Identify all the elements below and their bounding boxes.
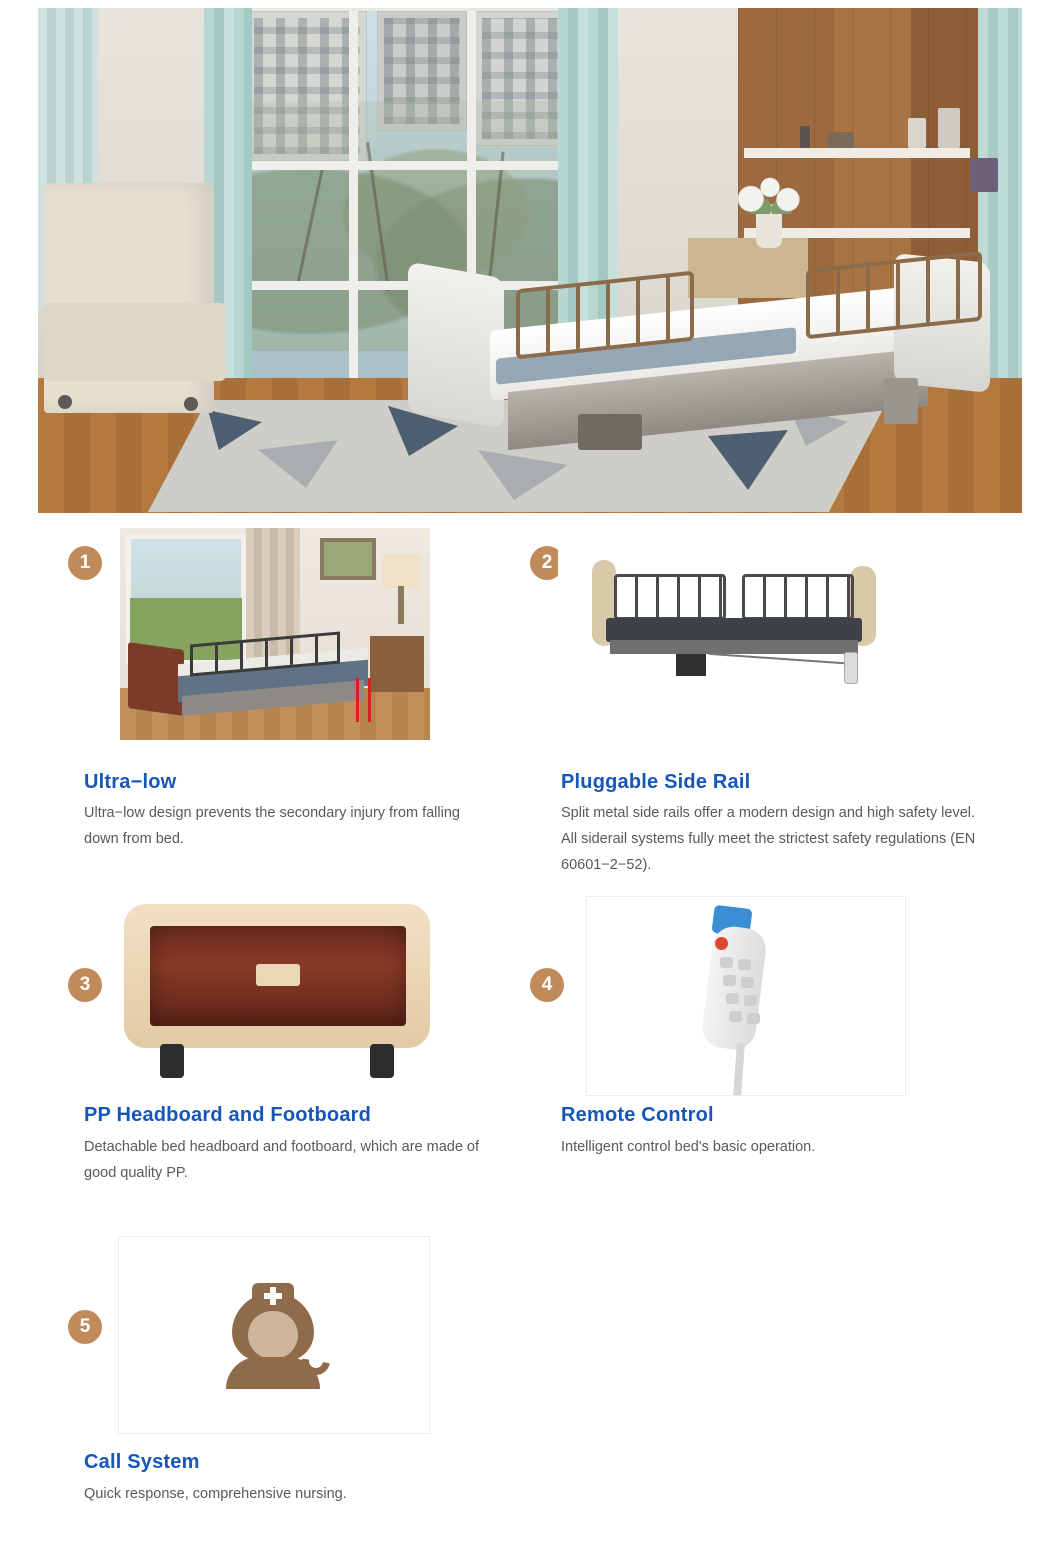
feature-image-5 bbox=[118, 1236, 430, 1434]
feature-title-5: Call System bbox=[84, 1451, 200, 1473]
hero-image bbox=[38, 8, 1022, 513]
feature-desc-3: Detachable bed headboard and footboard, which are made of good quality PP. bbox=[84, 1139, 480, 1181]
flowers bbox=[738, 176, 802, 214]
feature-badge-1: 1 bbox=[68, 546, 102, 580]
armchair bbox=[44, 183, 214, 413]
feature-image-2 bbox=[558, 542, 908, 712]
hero-scene bbox=[38, 8, 1022, 513]
feature-image-1 bbox=[120, 528, 430, 740]
feature-image-3 bbox=[118, 896, 438, 1088]
feature-badge-3: 3 bbox=[68, 968, 102, 1002]
feature-title-3: PP Headboard and Footboard bbox=[84, 1104, 372, 1126]
feature-badge-2: 2 bbox=[530, 546, 564, 580]
feature-title-2: Pluggable Side Rail bbox=[561, 771, 751, 793]
feature-badge-5: 5 bbox=[68, 1310, 102, 1344]
side-table bbox=[688, 238, 808, 298]
feature-image-4 bbox=[586, 896, 906, 1096]
shelf-upper bbox=[744, 148, 970, 158]
feature-desc-2: Split metal side rails offer a modern design and high safety level. All siderail systems fully meet the strictest safety regulations (EN 60601−2−52). bbox=[561, 805, 976, 873]
feature-badge-4: 4 bbox=[530, 968, 564, 1002]
feature-title-4: Remote Control bbox=[561, 1104, 714, 1126]
features-section bbox=[0, 528, 1060, 1536]
feature-desc-5: Quick response, comprehensive nursing. bbox=[84, 1486, 347, 1502]
nurse-icon bbox=[214, 1283, 334, 1387]
feature-title-1: Ultra−low bbox=[84, 771, 177, 793]
feature-desc-4: Intelligent control bed's basic operation. bbox=[561, 1139, 816, 1155]
feature-desc-1: Ultra−low design prevents the secondary injury from falling down from bed. bbox=[84, 805, 460, 847]
